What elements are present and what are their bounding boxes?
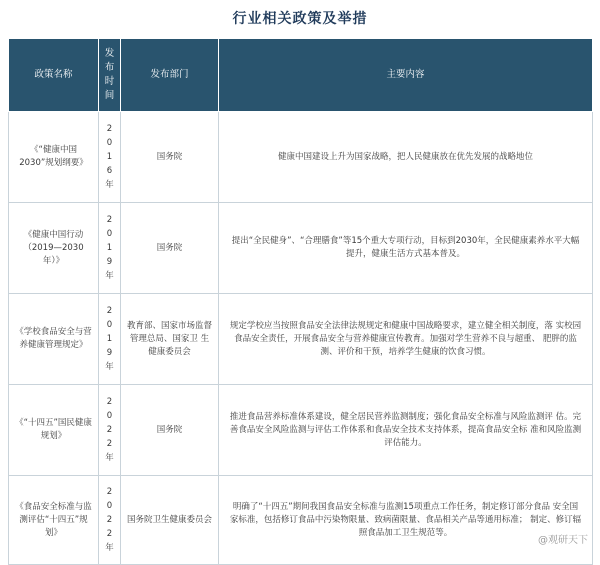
header-policy-name: 政策名称: [9, 39, 99, 112]
watermark: @观研天下: [538, 535, 588, 546]
release-date: 2016年: [99, 112, 121, 203]
department: 国务院: [121, 385, 219, 476]
release-date: 2022年: [99, 476, 121, 565]
department: 国务院: [121, 203, 219, 294]
main-content: 明确了“十四五”期间我国食品安全标准与监测15项重点工作任务，制定修订部分食品 安全国家标准，包括修订食品中污染物限量、致病菌限量、食品相关产品等通用标准； 制定、修订辐照食品加工卫生规范等。: [219, 476, 593, 565]
header-release-date: 发布时间: [99, 39, 121, 112]
main-content: 推进食品营养标准体系建设，健全居民营养监测制度；强化食品安全标准与风险监测评 估。完善食品安全风险监测与评估工作体系和食品安全技术支持体系，提高食品安全标 准和风险监测评估能力。: [219, 385, 593, 476]
policy-name: 《健康中国行动（2019—2030年）》: [9, 203, 99, 294]
policy-name: 《学校食品安全与营养健康管理规定》: [9, 294, 99, 385]
department: 国务院: [121, 112, 219, 203]
table-header-row: [9, 39, 593, 112]
policy-table: [8, 38, 593, 565]
page-title: 行业相关政策及举措: [232, 11, 368, 27]
department: 教育部、国家市场监督管理总局、国家卫 生健康委员会: [121, 294, 219, 385]
release-date: 2019年: [99, 294, 121, 385]
policy-name: 《食品安全标准与监测评估“十四五”规划》: [9, 476, 99, 565]
department: 国务院卫生健康委员会: [121, 476, 219, 565]
header-main-content: 主要内容: [219, 39, 593, 112]
main-content: 提出“全民健身”、“合理膳食”等15个重大专项行动，目标到2030年，全民健康素养水平大幅提升，健康生活方式基本普及。: [219, 203, 593, 294]
policy-name: 《“十四五”国民健康规划》: [9, 385, 99, 476]
table-row: [9, 112, 593, 203]
table-row: [9, 294, 593, 385]
table-row: [9, 203, 593, 294]
table-row: [9, 385, 593, 476]
policy-name: 《“健康中国2030”规划纲要》: [9, 112, 99, 203]
main-content: 规定学校应当按照食品安全法律法规规定和健康中国战略要求，建立健全相关制度，落 实校园食品安全责任，开展食品安全与营养健康宣传教育。加强对学生营养不良与超重、 肥胖的监测、评价和干预，培养学生健康的饮食习惯。: [219, 294, 593, 385]
main-content: 健康中国建设上升为国家战略，把人民健康放在优先发展的战略地位: [219, 112, 593, 203]
release-date: 2019年: [99, 203, 121, 294]
header-department: 发布部门: [121, 39, 219, 112]
table-row: [9, 476, 593, 565]
release-date: 2022年: [99, 385, 121, 476]
